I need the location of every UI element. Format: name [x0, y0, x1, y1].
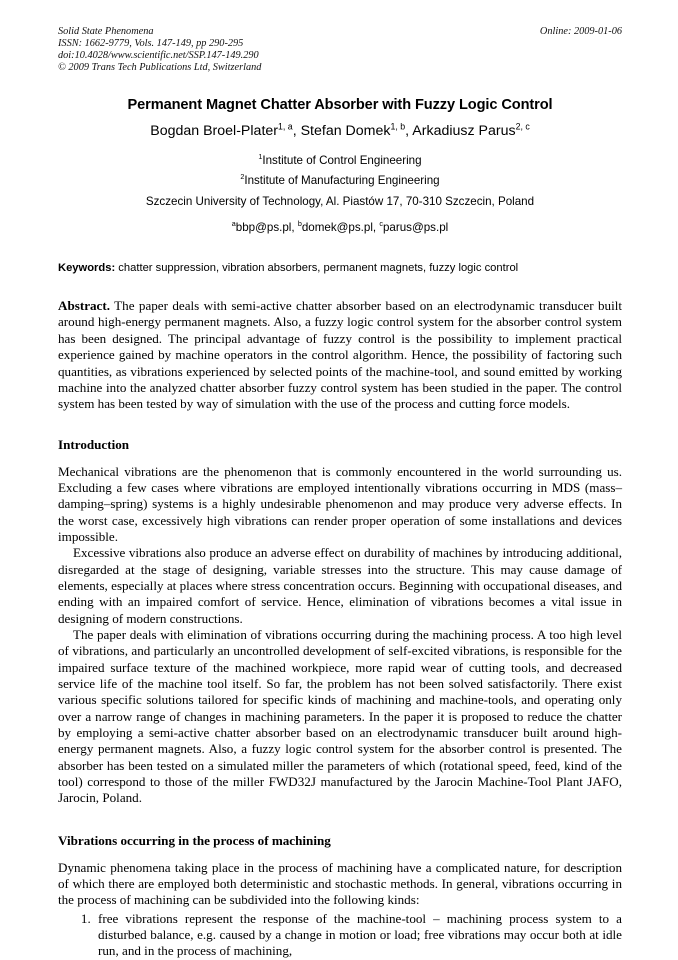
author-entry [300, 120, 413, 139]
abstract-block [58, 298, 622, 412]
author-name: Bogdan Broel-Plater [150, 122, 278, 139]
keywords-line [58, 261, 622, 276]
list-item: 1. free vibrations represent the response of the machine-tool – machining process system to a disturbed balance, e.g. caused by a change in motion or load; free vibrations may occur both at idle run, and in the process of machining, [94, 911, 622, 960]
title-block [58, 96, 622, 141]
author-marker: 1, b [390, 120, 406, 131]
keywords-label: Keywords: [58, 262, 116, 275]
issn-line: ISSN: 1662-9779, Vols. 147-149, pp 290-295 [58, 37, 244, 49]
abstract-label: Abstract. [58, 298, 110, 314]
author-entry [412, 120, 530, 139]
author-marker: 2, c [515, 120, 530, 131]
affiliation-text: Institute of Control Engineering [262, 153, 422, 167]
author-name: Stefan Domek [300, 122, 391, 139]
affiliation-item [58, 151, 622, 172]
section-heading-vibrations: Vibrations occurring in the process of machining [58, 832, 331, 848]
email-address: domek@ps.pl [301, 221, 373, 235]
author-name: Arkadiusz Parus [412, 122, 516, 139]
author-separator: , [405, 122, 413, 139]
affiliation-item [58, 192, 622, 213]
copyright-line: © 2009 Trans Tech Publications Ltd, Switzerland [58, 61, 262, 73]
affiliation-text: Institute of Manufacturing Engineering [244, 174, 440, 188]
journal-name: Solid State Phenomena [58, 26, 154, 37]
paragraph: Excessive vibrations also produce an adverse effect on durability of machines by introducing additional, disregarded at the stage of designing, variable stresses into the structure. This may cause damage of elements, especially at places where stress concentration occurs. Beginning with occupational diseases, and ending with an impaired comfort of service. Hence, elimination of vibrations becomes a vital issue in designing of modern constructions. [58, 545, 622, 626]
paragraph: Mechanical vibrations are the phenomenon that is commonly encountered in the world surrounding us. Excluding a few cases where vibrations are employed intentionally vibrations occurring in MDS (mass–damping–spring) systems is a highly undesirable phenomenon and may produce very adverse effects. In the worst case, excessively high vibrations can render proper operation of some installations and devices impossible. [58, 463, 622, 544]
email-address: parus@ps.pl [382, 221, 449, 235]
author-list [58, 122, 622, 141]
running-header [58, 26, 622, 74]
email-list [58, 221, 622, 235]
vibration-kinds-list [58, 911, 622, 960]
author-separator: , [292, 122, 301, 139]
affiliation-list [58, 151, 622, 213]
abstract-text: The paper deals with semi-active chatter absorber based on an electrodynamic transducer built around high-energy permanent magnets. Also, a fuzzy logic control system for the absorber control system has been designed. The principal advantage of fuzzy control is the possibility to implement practical experience gained by machine operators in the control algorithm. Hence, the possibility of factoring such quantities, as vibrations experienced by selected points of the machine-tool, and sound emitted by working machine into the analyzed chatter absorber fuzzy control system has been studied in the paper. The control system has been tested by way of simulation with the use of the process and cutting force models. [58, 298, 622, 412]
affiliation-marker: 2 [240, 172, 245, 182]
email-address: bbp@ps.pl [235, 221, 292, 235]
email-separator: , [372, 221, 380, 235]
page-title: Permanent Magnet Chatter Absorber with Fuzzy Logic Control [127, 96, 553, 113]
section-heading-introduction: Introduction [58, 436, 130, 452]
email-entry [298, 221, 380, 234]
paragraph: The paper deals with elimination of vibrations occurring during the machining process. A too high level of vibrations, and particularly an uncontrolled development of self-excited vibrations, is responsible for the impaired surface texture of the machined workpiece, more rapid wear of cutting tools, and decreased service life of the machine tool itself. So far, the problem has not been solved satisfactorily. There exist various specific solutions tailored for specific kinds of machining and machine-tools, and operating only over a narrow range of changes in machining parameters. In the paper it is proposed to reduce the chatter by employing a semi-active chatter absorber based on an electrodynamic transducer built around high-energy permanent magnets. Also, a fuzzy logic control system for the absorber control is presented. The absorber has been tested on a simulated miller the parameters of which (rotational speed, feed, kind of the tool) correspond to those of the miller FWD32J manufactured by the Jarocin Machine-Tool Plant JAFO, Jarocin, Poland. [58, 626, 622, 806]
affiliation-item [58, 171, 622, 192]
paragraph: Dynamic phenomena taking place in the process of machining have a complicated nature, for description of which there are employed both deterministic and stochastic methods. In general, vibrations occurring in the process of machining can be subdivided into the following kinds: [58, 859, 622, 908]
author-entry [150, 120, 301, 139]
email-marker: a [231, 219, 236, 229]
online-date: Online: 2009-01-06 [539, 26, 622, 37]
email-entry [379, 221, 448, 234]
email-marker: b [297, 219, 302, 229]
author-marker: 1, a [278, 120, 293, 131]
email-entry [232, 221, 298, 234]
affiliation-marker: 1 [258, 151, 263, 161]
affiliation-text: Szczecin University of Technology, Al. Piastów 17, 70-310 Szczecin, Poland [145, 194, 535, 208]
keywords-text: chatter suppression, vibration absorbers, permanent magnets, fuzzy logic control [115, 262, 519, 275]
email-marker: c [379, 219, 383, 229]
doi-line: doi:10.4028/www.scientific.net/SSP.147-149.290 [58, 49, 259, 61]
email-separator: , [291, 221, 298, 235]
